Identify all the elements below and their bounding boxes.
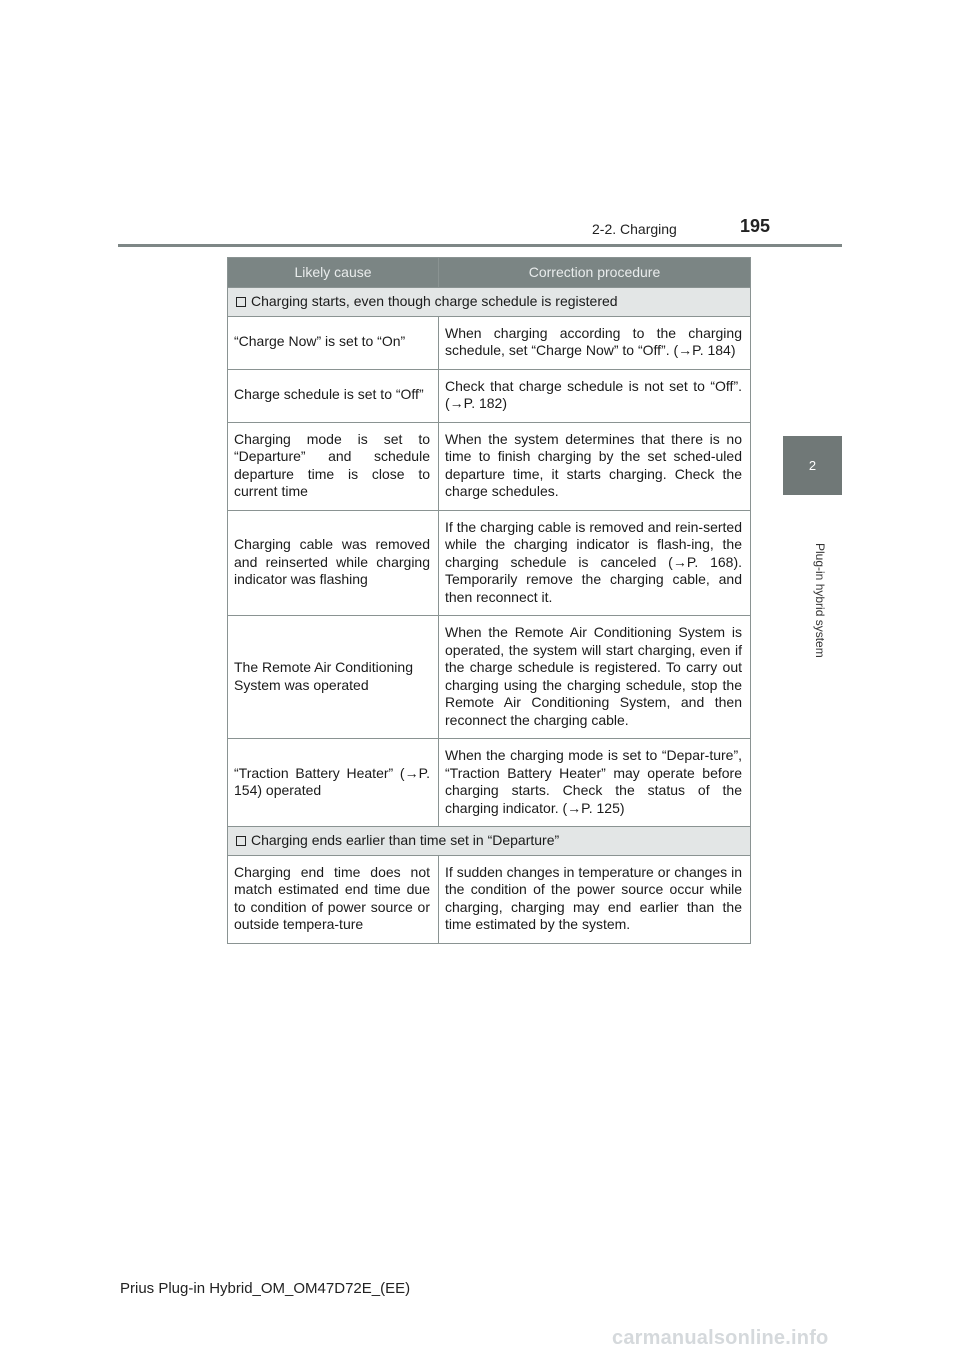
table-row	[228, 739, 751, 827]
table-header-row	[228, 258, 751, 288]
cause-cell: Charging end time does not match estimated end time due to condition of power source or outside tempera-ture	[228, 855, 439, 943]
cause-cell: Charging cable was removed and reinserted while charging indicator was flashing	[228, 510, 439, 616]
column-header-correction: Correction procedure	[439, 258, 751, 288]
chapter-number: 2	[808, 458, 817, 473]
group-title: Charging starts, even though charge schedule is registered	[251, 293, 618, 309]
correction-cell: When the system determines that there is no time to finish charging by the set sched-uled departure time, it starts charging. Check the charge schedules.	[439, 422, 751, 510]
cause-cell: “Charge Now” is set to “On”	[228, 316, 439, 369]
chapter-label: Plug-in hybrid system	[813, 542, 827, 658]
page-number: 195	[740, 216, 771, 236]
cause-cell: Charge schedule is set to “Off”	[228, 369, 439, 422]
correction-cell: When charging according to the charging schedule, set “Charge Now” to “Off”. (→P. 184)	[439, 316, 751, 369]
column-header-cause: Likely cause	[228, 258, 439, 288]
correction-cell: If the charging cable is removed and rein-serted while the charging indicator is flash-ing, the charging schedule is canceled (→P. 168). Temporarily remove the charging cable, and then reconnect it.	[439, 510, 751, 616]
watermark[interactable]: carmanualsonline.info	[612, 1327, 829, 1349]
section-title: 2-2. Charging	[592, 221, 677, 237]
group-header	[228, 288, 751, 317]
cause-cell: The Remote Air Conditioning System was operated	[228, 616, 439, 739]
cause-cell: “Traction Battery Heater” (→P. 154) operated	[228, 739, 439, 827]
header-divider	[118, 244, 842, 247]
correction-cell: If sudden changes in temperature or changes in the condition of the power source occur while charging, charging may end earlier than the time estimated by the system.	[439, 855, 751, 943]
table-row	[228, 316, 751, 369]
table-row	[228, 855, 751, 943]
correction-cell: When the Remote Air Conditioning System is operated, the system will start charging, even if the charge schedule is registered. To carry out charging using the charging schedule, stop the Remote Air Conditioning System, and then reconnect the charging cable.	[439, 616, 751, 739]
table-row	[228, 422, 751, 510]
cause-cell: Charging mode is set to “Departure” and schedule departure time is close to current time	[228, 422, 439, 510]
group-header	[228, 827, 751, 856]
troubleshooting-table	[227, 257, 751, 944]
document-footer: Prius Plug-in Hybrid_OM_OM47D72E_(EE)	[120, 1280, 411, 1297]
group-title: Charging ends earlier than time set in “Departure”	[251, 832, 560, 848]
table-row	[228, 369, 751, 422]
checkbox-square-icon	[236, 836, 246, 846]
chapter-tab[interactable]	[783, 436, 842, 495]
checkbox-square-icon	[236, 297, 246, 307]
correction-cell: Check that charge schedule is not set to “Off”. (→P. 182)	[439, 369, 751, 422]
table-row	[228, 616, 751, 739]
correction-cell: When the charging mode is set to “Depar-ture”, “Traction Battery Heater” may operate before charging starts. Check the status of the charging indicator. (→P. 125)	[439, 739, 751, 827]
table-row	[228, 510, 751, 616]
